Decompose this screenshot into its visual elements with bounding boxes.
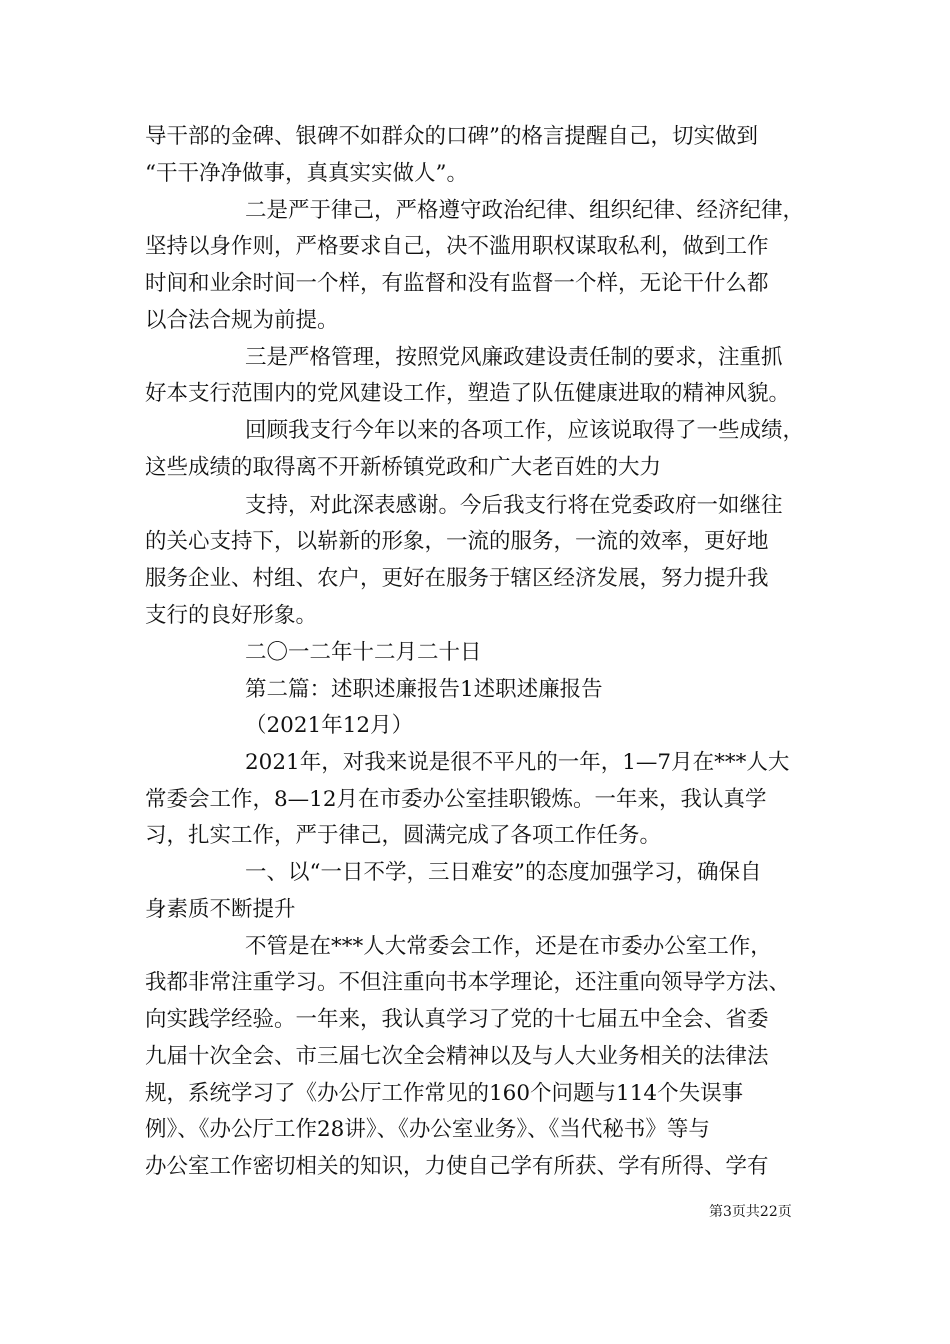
page-number: 第3页共22页 (709, 1204, 792, 1220)
text-line: 时间和业余时间一个样，有监督和没有监督一个样，无论干什么都 (145, 271, 769, 296)
text-line: 这些成绩的取得离不开新桥镇党政和广大老百姓的大力 (145, 455, 662, 480)
text-line: 一、以“一日不学，三日难安”的态度加强学习，确保自 (245, 860, 762, 885)
text-line: 我都非常注重学习。不但注重向书本学理论，还注重向领导学方法、 (145, 970, 791, 995)
text-line: 例》、《办公厅工作28讲》、《办公室业务》、《当代秘书》等与 (145, 1117, 710, 1142)
text-line: 九届十次全会、市三届七次全会精神以及与人大业务相关的法律法 (145, 1044, 769, 1069)
text-line: 身素质不断提升 (145, 897, 296, 922)
section-title: 第二篇：述职述廉报告1述职述廉报告 (245, 677, 603, 702)
text-line: 向实践学经验。一年来，我认真学习了党的十七届五中全会、省委 (145, 1007, 769, 1032)
text-line: 好本支行范围内的党风建设工作，塑造了队伍健康进取的精神风貌。 (145, 381, 791, 406)
date-line: 二〇一二年十二月二十日 (245, 640, 482, 665)
text-line: 二是严于律己，严格遵守政治纪律、组织纪律、经济纪律， (245, 198, 805, 223)
text-line: 三是严格管理，按照党风廉政建设责任制的要求，注重抓 (245, 345, 783, 370)
text-line: 回顾我支行今年以来的各项工作，应该说取得了一些成绩， (245, 418, 805, 443)
text-line: 支行的良好形象。 (145, 603, 318, 628)
text-line: 不管是在***人大常委会工作，还是在市委办公室工作， (245, 934, 772, 959)
text-line: 服务企业、村组、农户，更好在服务于辖区经济发展，努力提升我 (145, 566, 769, 591)
text-line: 导干部的金碑、银碑不如群众的口碑”的格言提醒自己，切实做到 (145, 124, 758, 149)
text-line: 2021年，对我来说是很不平凡的一年，1—7月在***人大 (245, 750, 790, 775)
text-line: 常委会工作，8—12月在市委办公室挂职锻炼。一年来，我认真学 (145, 787, 767, 812)
text-line: 习，扎实工作，严于律己，圆满完成了各项工作任务。 (145, 823, 662, 848)
text-line: 支持，对此深表感谢。今后我支行将在党委政府一如继往 (245, 493, 783, 518)
text-line: 坚持以身作则，严格要求自己，决不滥用职权谋取私利，做到工作 (145, 234, 769, 259)
text-line: 规，系统学习了《办公厅工作常见的160个问题与114个失误事 (145, 1081, 744, 1106)
text-line: 的关心支持下，以崭新的形象，一流的服务，一流的效率，更好地 (145, 529, 769, 554)
section-date: （2021年12月） (245, 713, 414, 738)
text-line: 以合法合规为前提。 (145, 308, 339, 333)
text-line: “干干净净做事，真真实实做人”。 (145, 161, 468, 186)
text-line: 办公室工作密切相关的知识，力使自己学有所获、学有所得、学有 (145, 1154, 769, 1179)
